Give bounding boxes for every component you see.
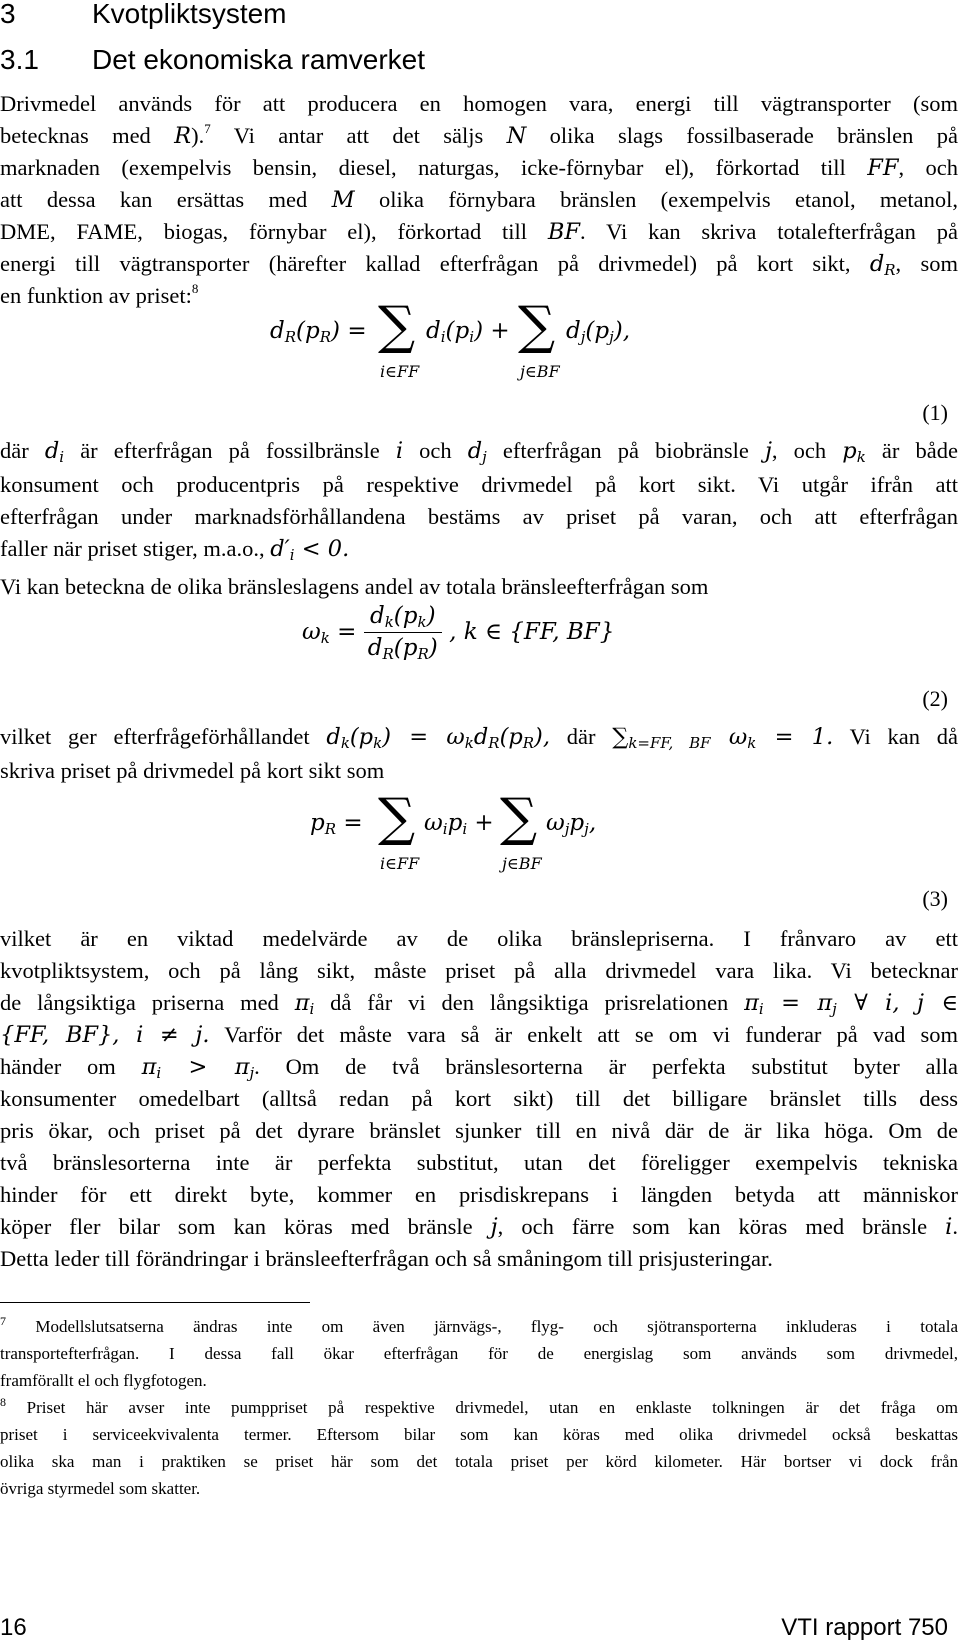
body-line: konsumenter omedelbart (alltså redan på kort sikt) till det billigare bränslet tills dess: [0, 1086, 958, 1111]
body-line: att dessa kan ersättas med M olika förnybara bränslen (exempelvis etanol, metanol,: [0, 187, 959, 213]
fraction: $\frac{dk(pk)}{dR(pR)}$: [364, 605, 442, 660]
body-line: de långsiktiga priserna med πi då får vi den långsiktiga prisrelationen πi = πj ∀ i, j ∈: [0, 990, 958, 1018]
equation-1: dR(pR) =: [270, 318, 367, 346]
sum-index: i∈FF: [380, 362, 420, 381]
footnote-ref-7: 7: [204, 121, 211, 136]
equation-3-term1: ωipi +: [424, 810, 494, 838]
report-name: VTI rapport 750: [781, 1614, 948, 1641]
footnote-line: transportefterfrågan. I dessa fall ökar efterfrågan för de energislag som används som drivmedel,: [0, 1344, 958, 1363]
equation-3-term2: ωjpj,: [546, 810, 597, 838]
sum-symbol: ∑: [378, 296, 416, 356]
body-line: DME, FAME, biogas, förnybar el), förkortad till BF. Vi kan skriva totalefterfrågan på: [0, 219, 958, 245]
body-line: Drivmedel används för att producera en homogen vara, energi till vägtransporter (som: [0, 91, 958, 116]
equation-2: ωk = $\frac{dk(pk)}{dR(pR)}$ , k ∈ {FF, BF}: [302, 603, 615, 663]
footnote-line: olika ska man i praktiken se priset här som det totala priset per körd kilometer. Här bortser vi dock från: [0, 1452, 958, 1471]
body-line: efterfrågan under marknadsförhållandena bestäms av priset på varan, och att efterfrågan: [0, 504, 958, 529]
body-line: kvotpliktsystem, och på lång sikt, måste priset på alla drivmedel vara lika. Vi betecknar: [0, 958, 958, 983]
body-line: Vi kan beteckna de olika bränsleslagens andel av totala bränsleefterfrågan som: [0, 574, 709, 599]
body-line: vilket ger efterfrågeförhållandet dk(pk) = ωkdR(pR), där ∑k=FF, BF ωk = 1. Vi kan då: [0, 724, 959, 752]
equation-number: (2): [922, 686, 948, 711]
footnote-line: framförallt el och flygfotogen.: [0, 1371, 207, 1390]
footnote-7: $^7$ Modellslutsatserna ändras inte om även järnvägs-, flyg- och sjötransporterna inkluderas i totala: [0, 1314, 958, 1336]
body-line: {FF, BF}, i ≠ j. Varför det måste vara så är enkelt att se om vi funderar på vad som: [0, 1022, 958, 1048]
equation-number: (3): [922, 886, 948, 911]
footnote-8: $^8$ Priset här avser inte pumppriset på respektive drivmedel, utan en enklaste tolkningen är det fråga om: [0, 1395, 958, 1417]
body-line: köper fler bilar som kan köras med bränsle j, och färre som kan köras med bränsle i.: [0, 1214, 958, 1240]
body-line: Detta leder till förändringar i bränsleefterfrågan och så småningom till prisjusteringar.: [0, 1246, 773, 1271]
body-line: pris ökar, och priset på det dyrare bränslet sjunker till en nivå där de är lika höga. Om de: [0, 1118, 958, 1143]
sum-index: i∈FF: [380, 854, 420, 873]
sum-symbol: ∑: [500, 788, 538, 848]
footnote-line: priset i serviceekvivalenta termer. Eftersom bilar som kan köras med olika drivmedel också beskattas: [0, 1425, 958, 1444]
equation-1-term1: di(pi) +: [426, 318, 510, 346]
chapter-title: Kvotpliktsystem: [92, 0, 287, 29]
body-line: konsument och producentpris på respektive drivmedel på kort sikt. Vi utgår ifrån att: [0, 472, 958, 497]
body-line: hinder för ett direkt byte, kommer en prisdiskrepans i längden betyda att människor: [0, 1182, 958, 1207]
body-line: energi till vägtransporter (härefter kallad efterfrågan på drivmedel) på kort sikt, dR, som: [0, 251, 958, 279]
section-number: 3.1: [0, 44, 39, 75]
sum-symbol: ∑: [378, 788, 416, 848]
section-title: Det ekonomiska ramverket: [92, 44, 426, 75]
equation-3: pR =: [310, 810, 363, 838]
sum-index: j∈BF: [520, 362, 560, 381]
body-line: händer om πi > πj. Om de två bränslesorterna är perfekta substitut byter alla: [0, 1054, 959, 1082]
footnote-separator: [0, 1302, 310, 1303]
footnote-line: övriga styrmedel som skatter.: [0, 1479, 201, 1498]
chapter-heading: [0, 0, 287, 30]
chapter-number: 3: [0, 0, 16, 29]
body-line: skriva priset på drivmedel på kort sikt som: [0, 758, 385, 783]
body-line: faller när priset stiger, m.a.o., d′i < 0.: [0, 536, 350, 564]
section-heading: [0, 44, 425, 76]
body-line: marknaden (exempelvis bensin, diesel, naturgas, icke-förnybar el), förkortad till FF, och: [0, 155, 958, 181]
sum-index: j∈BF: [502, 854, 542, 873]
body-line: en funktion av priset:$^8$: [0, 281, 199, 308]
sum-symbol: ∑: [518, 296, 556, 356]
body-line: där di är efterfrågan på fossilbränsle i och dj efterfrågan på biobränsle j, och pk är både: [0, 438, 958, 466]
body-line: vilket är en viktad medelvärde av de olika bränslepriserna. I frånvaro av ett: [0, 926, 958, 951]
page-number: 16: [0, 1614, 27, 1641]
body-line: betecknas med R).$^7$ Vi antar att det säljs N olika slags fossilbaserade bränslen på: [0, 121, 959, 149]
equation-1-term2: dj(pj),: [566, 318, 631, 346]
body-line: två bränslesorterna inte är perfekta substitut, utan det föreligger exempelvis tekniska: [0, 1150, 958, 1175]
equation-number: (1): [922, 400, 948, 425]
footnote-ref-8: 8: [191, 281, 199, 296]
